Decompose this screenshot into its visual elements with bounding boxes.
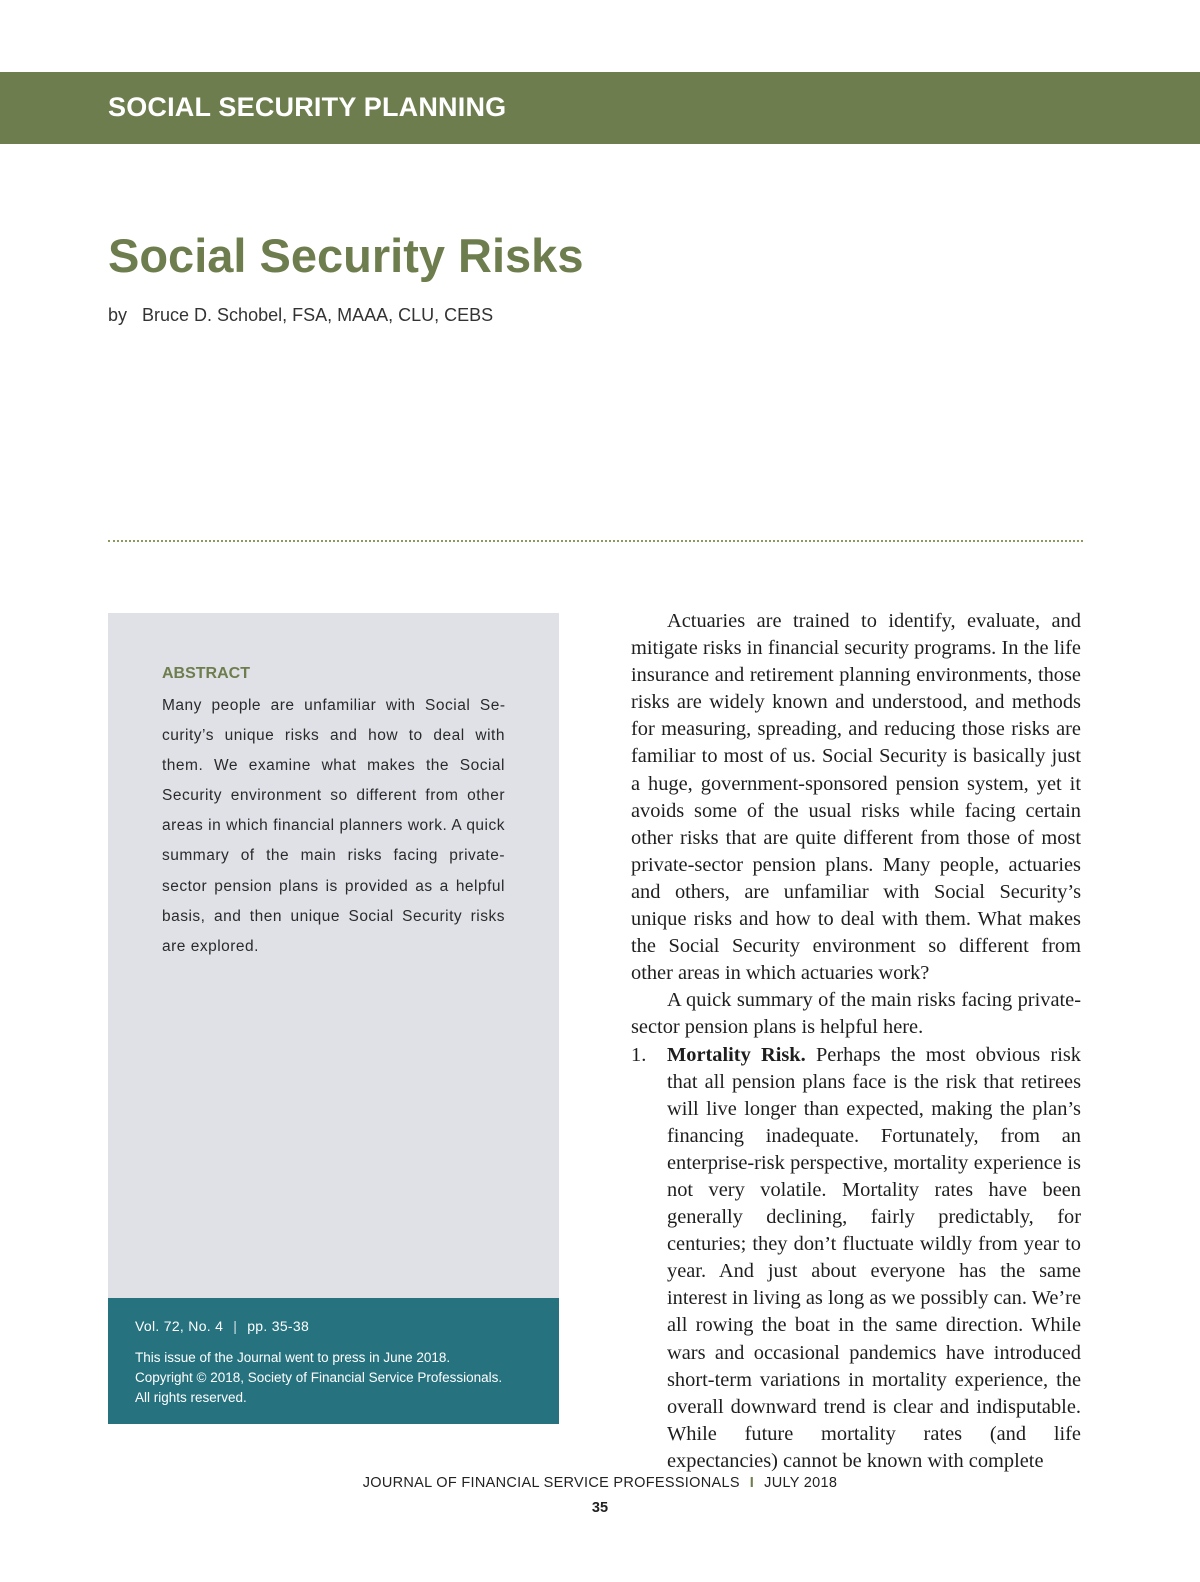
page-number: 35	[591, 1500, 609, 1516]
footer-separator: I	[749, 1475, 755, 1491]
author-name: Bruce D. Schobel, FSA, MAAA, CLU, CEBS	[142, 305, 494, 325]
list-item-heading: Mortality Risk.	[667, 1043, 806, 1066]
byline	[108, 305, 493, 326]
publication-info-panel	[108, 1298, 559, 1424]
section-banner	[0, 72, 1200, 144]
press-note: This issue of the Journal went to press in June 2018.	[135, 1350, 451, 1365]
issue-separator: |	[233, 1318, 238, 1334]
abstract-text: Many people are unfamiliar with Social Security’s unique risks and how to deal with them. We examine what makes the Social Security environment so different from other areas in which financial planners work. A quick summary of the main risks facing private-sector pension plans is provided as a helpful basis, and then unique Social Security risks are explored.	[162, 697, 505, 955]
abstract-heading: ABSTRACT	[162, 665, 250, 682]
body-paragraph: Actuaries are trained to identify, evaluate, and mitigate risks in financial security programs. In the life insurance and retirement planning environments, those risks are widely known and understood, and methods for measuring, spreading, and reducing those risks are familiar to most of us. Social Security is basically just a huge, government-sponsored pension system, yet it avoids some of the usual risks while facing certain other risks that are quite different from those of most private-sector pension plans. Many people, actuaries and others, are unfamiliar with Social Security’s unique risks and how to deal with them. What makes the Social Security environment so different from other areas in which actuaries work?	[631, 610, 1081, 985]
list-item	[631, 1042, 1081, 1476]
article-body	[631, 608, 1081, 1475]
issue-line	[135, 1318, 309, 1334]
publication-notes	[135, 1348, 545, 1408]
dotted-divider	[108, 540, 1083, 542]
copyright-notice: Copyright © 2018, Society of Financial Service Professionals.	[135, 1370, 503, 1385]
issue-date: JULY 2018	[764, 1475, 838, 1491]
byline-prefix: by	[108, 305, 128, 325]
list-item-number: 1.	[631, 1043, 647, 1066]
section-banner-label: SOCIAL SECURITY PLANNING	[108, 92, 507, 122]
rights-notice: All rights reserved.	[135, 1390, 247, 1405]
page-footer	[0, 1475, 1200, 1491]
abstract-panel	[108, 613, 559, 1298]
article-title: Social Security Risks	[108, 229, 584, 282]
page-range: pp. 35-38	[247, 1318, 310, 1334]
body-paragraph: A quick summary of the main risks facing private-sector pension plans is helpful here.	[631, 989, 1081, 1039]
list-item-text: Perhaps the most obvious risk that all pension plans face is the risk that retirees will live longer than expected, making the plan’s financing inadequate. Fortunately, from an enterprise-risk perspective, mortality experience is not very volatile. Mortality rates have been generally declining, fairly predictably, for centuries; they don’t fluctuate wildly from year to year. And just about everyone has the same interest in living as long as we possibly can. We’re all rowing the boat in the same direction. While wars and occasional pandemics have introduced short-term variations in mortality experience, the overall downward trend is clear and indisputable. While future mortality rates (and life expectancies) cannot be known with complete	[667, 1043, 1081, 1472]
journal-name: JOURNAL OF FINANCIAL SERVICE PROFESSIONALS	[362, 1475, 740, 1491]
volume-number: Vol. 72, No. 4	[135, 1318, 224, 1334]
